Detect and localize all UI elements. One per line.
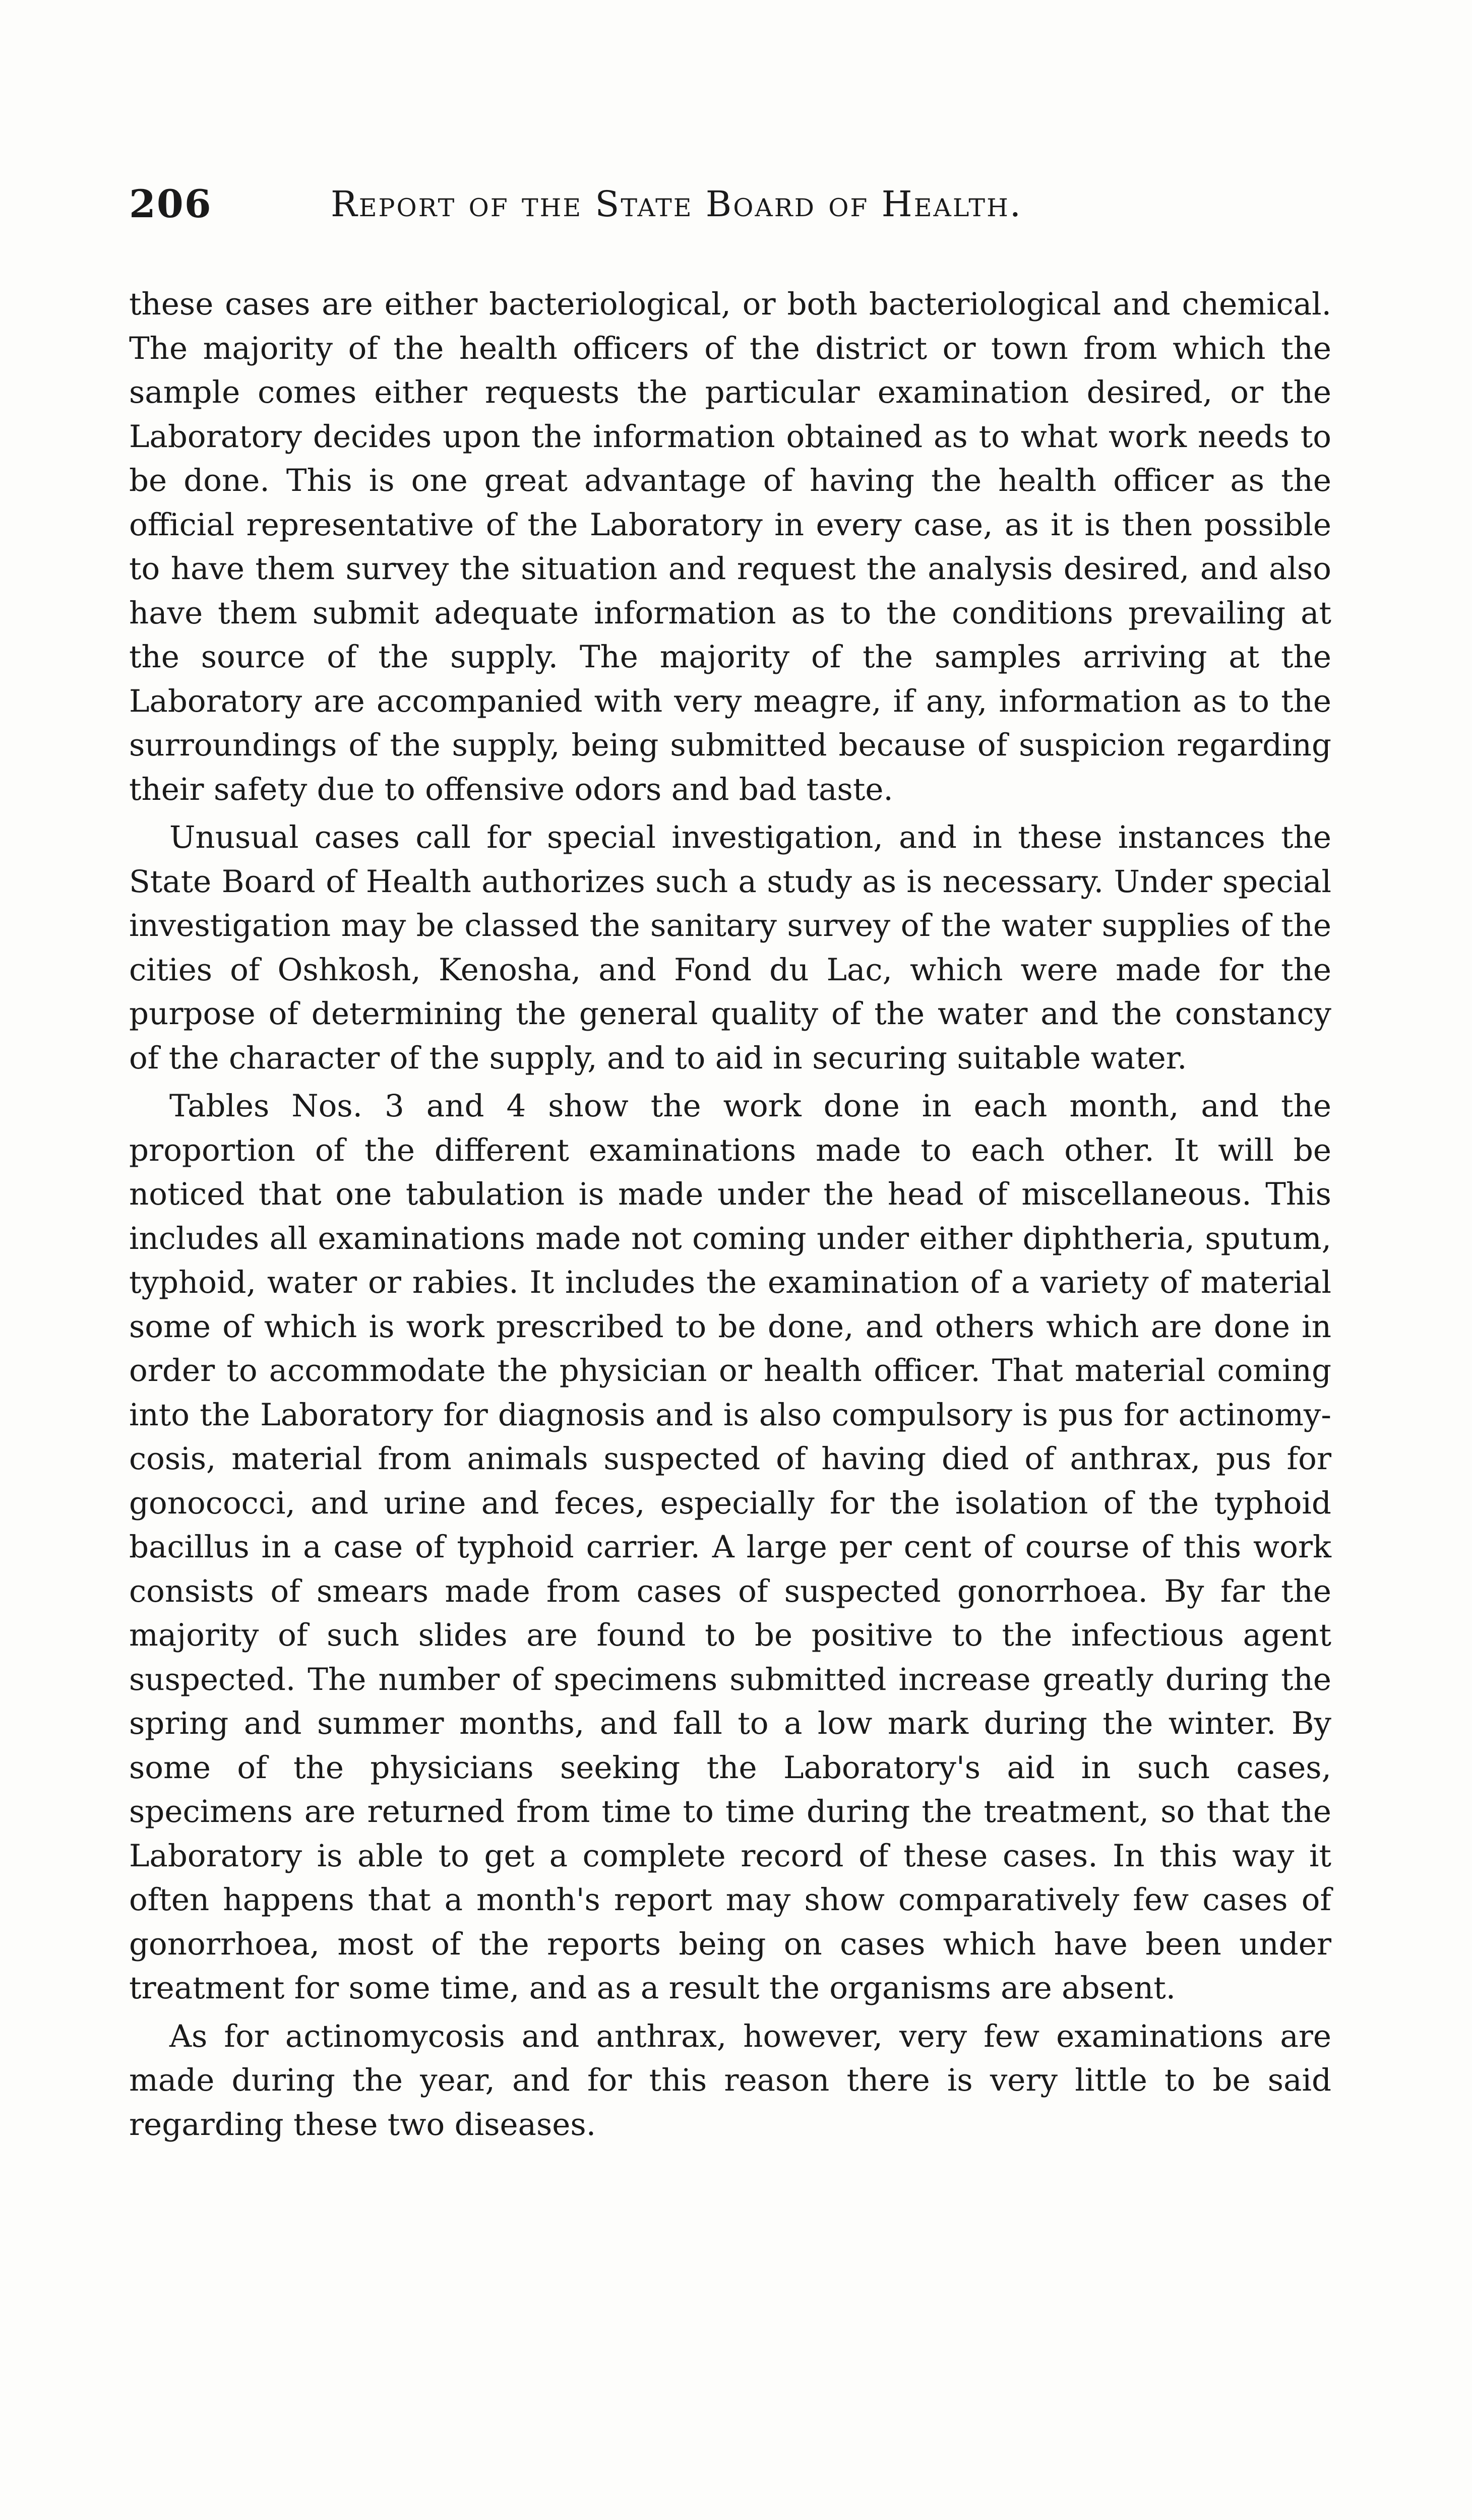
- paragraph-actinomycosis-anthrax: As for actinomycosis and anthrax, however, very few examinations are made during the year, and for this reason there is very little to be said regarding these two diseases.: [129, 2018, 1331, 2143]
- paragraph-special-investigation: Unusual cases call for special investigation, and in these instances the State Board of Health authorizes such a study as is necessary. Under special investigation may be classed the sanitary survey of the water supplies of the cities of Oshkosh, Kenosha, and Fond du Lac, which were made for the purpose of determining the general quality of the water and the constancy of the character of the supply, and to aid in securing suitable water.: [129, 820, 1331, 1076]
- paragraph-tables: Tables Nos. 3 and 4 show the work done in each month, and the proportion of the different examinations made to each other. It will be noticed that one tabulation is made under the head of miscellaneous. This includes all examinations made not coming under either diphtheria, sputum, typhoid, water or rabies. It includes the examination of a variety of material some of which is work prescribed to be done, and others which are done in order to accommodate the physician or health officer. That material coming into the Laboratory for diagnosis and is also compulsory is pus for actinomycosis, material from animals suspected of having died of anthrax, pus for gonococci, and urine and feces, especially for the isolation of the typhoid bacillus in a case of typhoid carrier. A large per cent of course of this work consists of smears made from cases of suspected gonorrhoea. By far the majority of such slides are found to be positive to the infectious agent suspected. The number of specimens submitted increase greatly during the spring and summer months, and fall to a low mark during the winter. By some of the physicians seeking the Laboratory's aid in such cases, specimens are returned from time to time during the treatment, so that the Laboratory is able to get a complete record of these cases. In this way it often happens that a month's report may show comparatively few cases of gonorrhoea, most of the reports being on cases which have been under treatment for some time, and as a result the organisms are absent.: [129, 1088, 1331, 2006]
- running-title: Report of the State Board of Health.: [331, 183, 1023, 225]
- page-number: 206: [129, 181, 212, 226]
- page-header: [129, 181, 1339, 237]
- paragraph-continued: these cases are either bacteriological, or both bacteriological and chemical. The majority of the health officers of the district or town from which the sample comes either requests the particular examination desired, or the Laboratory decides upon the information obtained as to what work needs to be done. This is one great advantage of having the health officer as the official representative of the Laboratory in every case, as it is then possible to have them survey the situation and request the analysis desired, and also have them submit adequate information as to the conditions prevailing at the source of the supply. The majority of the samples arriving at the Laboratory are accompanied with very meagre, if any, information as to the surroundings of the supply, being submitted because of suspicion regarding their safety due to offensive odors and bad taste.: [129, 286, 1331, 807]
- body-text: [129, 282, 1331, 2147]
